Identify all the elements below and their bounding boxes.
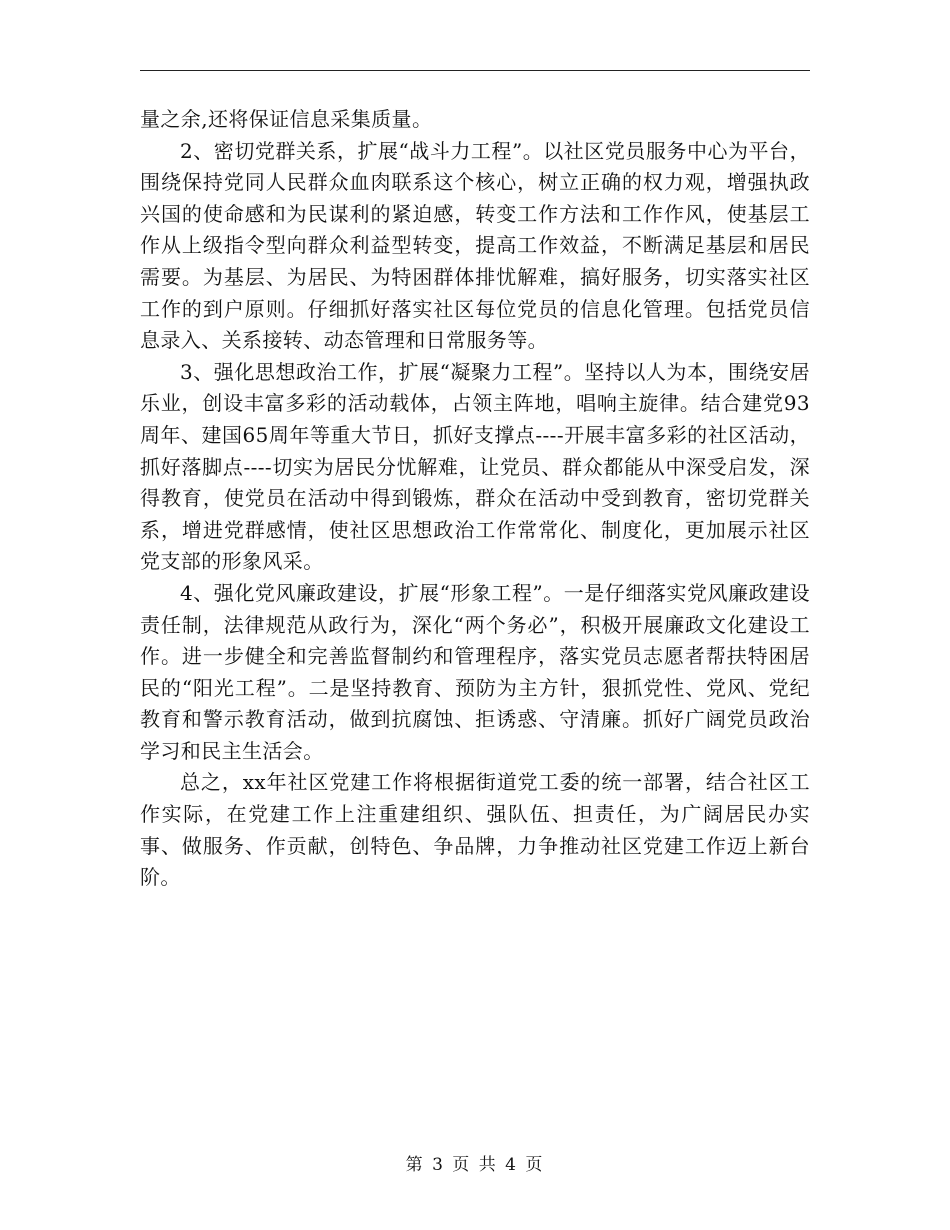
paragraph-summary: 总之，xx年社区党建工作将根据街道党工委的统一部署，结合社区工作实际，在党建工作上注重建组织、强队伍、担责任，为广阔居民办实事、做服务、作贡献，创特色、争品牌，力争推动社区党建工作迈上新台阶。 (140, 770, 810, 890)
page-number-footer: 第 3 页 共 4 页 (405, 1155, 545, 1175)
paragraph-continuation: 量之余,还将保证信息采集质量。 (140, 107, 433, 131)
paragraph-item-4: 4、强化党风廉政建设，扩展“形象工程”。一是仔细落实党风廉政建设责任制，法律规范从政行为，深化“两个务必”，积极开展廉政文化建设工作。进一步健全和完善监督制约和管理程序，落实党员志愿者帮扶特困居民的“阳光工程”。二是坚持教育、预防为主方针，狠抓党性、党风、党纪教育和警示教育活动，做到抗腐蚀、拒诱惑、守清廉。抓好广阔党员政治学习和民主生活会。 (140, 580, 810, 763)
header-rule (140, 70, 810, 71)
paragraph-item-2: 2、密切党群关系，扩展“战斗力工程”。以社区党员服务中心为平台，围绕保持党同人民群众血肉联系这个核心，树立正确的权力观，增强执政兴国的使命感和为民谋利的紧迫感，转变工作方法和工作作风，使基层工作从上级指令型向群众利益型转变，提高工作效益，不断满足基层和居民需要。为基层、为居民、为特困群体排忧解难，搞好服务，切实落实社区工作的到户原则。仔细抓好落实社区每位党员的信息化管理。包括党员信息录入、关系接转、动态管理和日常服务等。 (140, 138, 810, 353)
document-body (140, 104, 810, 894)
paragraph-item-3: 3、强化思想政治工作，扩展“凝聚力工程”。坚持以人为本，围绕安居乐业，创设丰富多彩的活动载体，占领主阵地，唱响主旋律。结合建党93周年、建国65周年等重大节日，抓好支撑点----开展丰富多彩的社区活动，抓好落脚点----切实为居民分忧解难，让党员、群众都能从中深受启发，深得教育，使党员在活动中得到锻炼，群众在活动中受到教育，密切党群关系，增进党群感情，使社区思想政治工作常常化、制度化，更加展示社区党支部的形象风采。 (140, 359, 810, 574)
